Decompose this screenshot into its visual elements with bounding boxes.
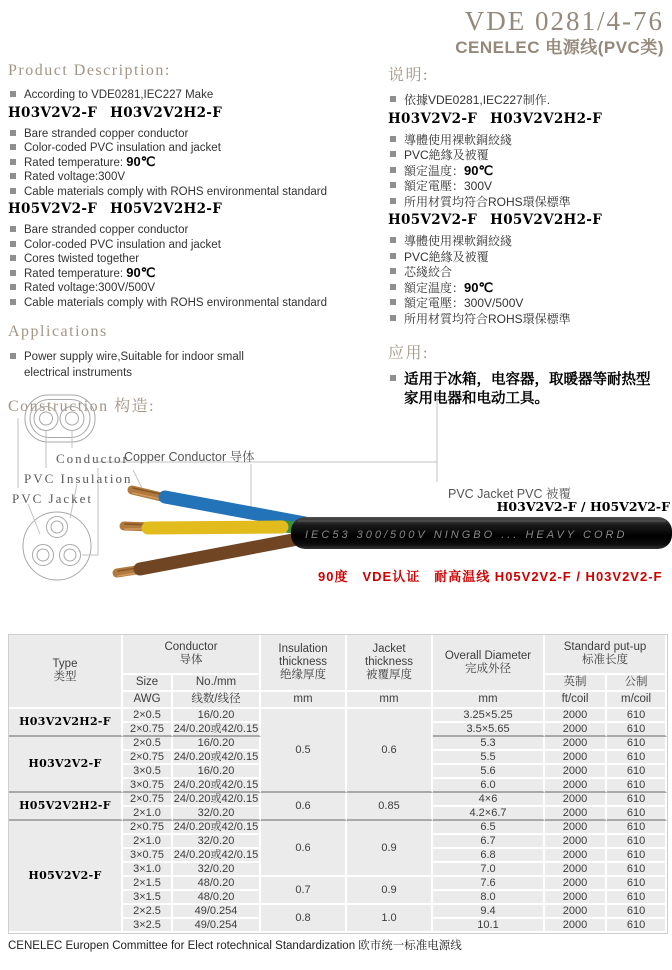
col-header-putup-cn: 标准长度 [582,654,628,666]
cell-size: 2×2.5 [123,905,173,919]
col-header-type-cn: 类型 [53,671,77,683]
cell-od: 4×6 [433,793,545,807]
col-header-metric: 公制 [607,675,667,692]
list-item [388,295,670,311]
wire-blue [165,497,305,523]
col-header-insulation [261,635,347,692]
model-heading-h05: H05V2V2-F H05V2V2H2-F [8,201,223,217]
cell-no: 16/0.20 [173,709,261,723]
cell-od: 3.25×5.25 [433,709,545,723]
cell-jkt: 0.9 [347,821,433,877]
cell-size: 3×1.5 [123,891,173,905]
col-header-imperial: 英制 [545,675,607,692]
cell-ins: 0.5 [261,709,347,793]
cell-od: 3.5×5.65 [433,723,545,737]
list-item [8,237,386,252]
cell-m: 610 [607,765,667,779]
cell-ft: 2000 [545,919,607,933]
bullet-square-icon [10,91,16,97]
table-row [9,709,667,723]
bullet-square-icon [10,173,16,179]
bullet-square-icon [390,375,396,381]
bullet-square-icon [10,299,16,305]
col-header-no: No./mm [173,675,261,692]
list-item [388,194,670,210]
cable-jacket-highlight [298,520,666,522]
cell-ft: 2000 [545,765,607,779]
cell-jkt: 0.9 [347,877,433,905]
cell-m: 610 [607,919,667,933]
bullet-square-icon [390,268,396,274]
list-item [388,233,670,249]
bullet-square-icon [390,315,396,321]
list-item-text: Color-coded PVC insulation and jacket [24,238,221,251]
list-item [8,251,386,266]
cell-ft: 2000 [545,877,607,891]
bullet-square-icon [390,167,396,173]
cell-size: 2×0.75 [123,723,173,737]
cell-od: 8.0 [433,891,545,905]
cell-size: 2×1.0 [123,807,173,821]
list-item [8,266,386,281]
cell-od: 5.6 [433,765,545,779]
col-header-jkt-unit: mm [347,692,433,709]
list-item [8,295,386,310]
cell-type: H05V2V2-F [9,821,123,933]
spec-list-h05-cn [388,233,670,326]
list-item-text: Power supply wire,Suitable for indoor small electrical instruments [24,351,244,379]
cell-no: 16/0.20 [173,765,261,779]
cell-jkt: 0.6 [347,709,433,793]
model-heading-h03: H03V2V2-F H03V2V2H2-F [8,104,223,121]
col-header-putup [545,635,667,675]
cell-size: 2×0.5 [123,737,173,751]
cell-size: 2×1.5 [123,877,173,891]
bullet-square-icon [10,255,16,261]
cell-ft: 2000 [545,849,607,863]
cell-od: 7.6 [433,877,545,891]
col-header-jacket [347,635,433,692]
cell-od: 10.1 [433,919,545,933]
label-conductor: Conductor [56,451,129,466]
description-cn-section [388,62,670,411]
cell-ft: 2000 [545,723,607,737]
list-item [388,163,670,179]
list-item-text: Cores twisted together [24,253,140,265]
cell-ft: 2000 [545,891,607,905]
cell-no: 48/0.20 [173,877,261,891]
bullet-square-icon [390,96,396,102]
label-pvc-insulation: PVC Insulation [24,471,133,486]
col-header-jacket-cn: 被覆厚度 [366,669,412,681]
cell-size: 3×1.0 [123,863,173,877]
col-header-awg: AWG [123,692,173,709]
section-heading-product-description: Product Description: [8,62,171,79]
cell-m: 610 [607,877,667,891]
label-pvc-jacket-photo: PVC Jacket PVC 被覆 [448,487,571,501]
col-header-ins-unit: mm [261,692,347,709]
spec-list-h05 [8,222,386,309]
col-header-od-cn: 完成外径 [465,662,511,675]
list-item [8,169,386,184]
col-header-metric-unit: m/coil [607,692,667,709]
list-item-highlight: 90℃ [126,264,156,280]
list-item [388,264,670,280]
list-item-text: Color-coded PVC insulation and jacket [24,142,221,154]
col-header-insulation-cn: 绝缘厚度 [280,669,326,681]
table-footnote: CENELEC Europen Committee for Elect rotechnical Standardization 欧市统一标准电源线 [8,940,462,952]
cell-m: 610 [607,793,667,807]
col-header-size: Size [123,675,173,692]
list-item [8,222,386,237]
list-item-highlight: 90℃ [126,153,156,169]
section-heading-construction: Construction 构造: [8,398,156,415]
list-item [8,140,386,155]
table-row [9,793,667,807]
cell-od: 6.7 [433,835,545,849]
cell-m: 610 [607,863,667,877]
list-item-text: According to VDE0281,IEC227 Make [24,89,214,101]
cell-ins: 0.6 [261,821,347,877]
bullet-square-icon [390,151,396,157]
bullet-square-icon [10,188,16,194]
col-header-no-cn: 线数/线径 [173,692,261,709]
cell-no: 24/0.20或42/0.15 [173,751,261,765]
list-item-highlight: 90℃ [464,279,494,295]
product-description-section [8,62,386,416]
spec-table-body [9,709,667,933]
list-item-text: 額定温度： [404,163,465,178]
cell-size: 3×2.5 [123,919,173,933]
list-item [388,132,670,148]
figure-red-caption: 90度 VDE认证 耐高温线 H05V2V2-F / H03V2V2-F [318,569,663,584]
cell-no: 48/0.20 [173,891,261,905]
cell-m: 610 [607,821,667,835]
cell-no: 32/0.20 [173,835,261,849]
cross-section-2core [25,395,95,442]
cell-ins: 0.6 [261,793,347,821]
cell-od: 6.8 [433,849,545,863]
list-item-text: Rated temperature: [24,156,127,169]
col-header-od [433,635,545,692]
wire-brown [140,538,303,569]
cell-od: 6.0 [433,779,545,793]
spec-table-head [9,635,667,709]
bullet-square-icon [10,353,16,359]
cell-od: 5.3 [433,737,545,751]
cell-no: 49/0.254 [173,919,261,933]
cell-m: 610 [607,779,667,793]
spec-list-h03-cn [388,132,670,210]
cell-size: 2×0.75 [123,821,173,835]
cell-ins: 0.8 [261,905,347,933]
col-header-jacket-en: Jacket thickness [365,643,413,668]
bullet-square-icon [390,198,396,204]
model-heading-h05-cn: H05V2V2-F H05V2V2H2-F [388,212,603,228]
cell-type: H03V2V2H2-F [9,709,123,737]
list-item [388,147,670,163]
list-item [388,311,670,327]
col-header-type [9,635,123,709]
list-item-text: 額定電壓：300V/500V [404,296,524,310]
cell-no: 32/0.20 [173,863,261,877]
cell-size: 2×0.75 [123,793,173,807]
cell-no: 24/0.20或42/0.15 [173,723,261,737]
label-model-names: H03V2V2-F / H05V2V2-F [496,499,670,514]
bullet-square-icon [10,226,16,232]
bullet-square-icon [10,130,16,136]
cell-od: 4.2×6.7 [433,807,545,821]
list-item-text: Cable materials comply with ROHS environmental standard [24,296,327,309]
cell-ft: 2000 [545,709,607,723]
model-heading-h03-cn: H03V2V2-F H03V2V2H2-F [388,110,603,127]
cell-m: 610 [607,905,667,919]
cell-size: 2×0.5 [123,709,173,723]
intro-list [8,87,386,102]
cell-no: 24/0.20或42/0.15 [173,849,261,863]
bullet-square-icon [10,284,16,290]
cell-size: 3×0.5 [123,765,173,779]
cell-no: 16/0.20 [173,737,261,751]
cell-m: 610 [607,723,667,737]
cell-od: 9.4 [433,905,545,919]
cell-od: 7.0 [433,863,545,877]
section-heading-yingyong: 应用: [388,345,429,362]
cell-ft: 2000 [545,779,607,793]
cell-ft: 2000 [545,905,607,919]
list-item-text: 所用材質均符合ROHS環保標準 [404,194,571,209]
list-item [8,349,274,381]
list-item [8,280,386,295]
bullet-square-icon [10,144,16,150]
list-item-highlight: 90℃ [464,162,494,178]
table-row [9,821,667,835]
list-item-text: Cable materials comply with ROHS environmental standard [24,185,327,198]
bullet-square-icon [390,237,396,243]
list-item-text: 導體使用裸軟銅絞綫 [404,132,513,147]
list-item [8,87,386,102]
cell-ft: 2000 [545,807,607,821]
bullet-square-icon [10,270,16,276]
jacket-print: IEC53 300/500V NINGBO ... HEAVY CORD [305,529,628,541]
list-item-text: 芯綫絞合 [404,265,453,279]
cross-section-3core [23,512,91,580]
cell-ft: 2000 [545,737,607,751]
list-item-text: 所用材質均符合ROHS環保標準 [404,311,571,326]
spec-table [8,634,668,934]
applications-list [8,349,386,381]
cell-no: 24/0.20或42/0.15 [173,821,261,835]
list-item-text: 依據VDE0281,IEC227制作. [404,93,551,107]
bullet-square-icon [390,299,396,305]
cell-jkt: 0.85 [347,793,433,821]
col-header-type-en: Type [52,658,78,670]
cell-no: 49/0.254 [173,905,261,919]
col-header-od-unit: mm [433,692,545,709]
cell-ft: 2000 [545,821,607,835]
col-header-od-en: Overall Diameter [444,649,532,662]
col-header-conductor-en: Conductor [164,641,218,653]
cell-m: 610 [607,891,667,905]
list-item-text: Rated voltage:300V [24,171,126,183]
cell-m: 610 [607,835,667,849]
cell-size: 3×0.75 [123,849,173,863]
bullet-square-icon [390,253,396,259]
cell-ins: 0.7 [261,877,347,905]
list-item-text: Rated temperature: [24,267,127,280]
page-title: VDE 0281/4-76 [464,6,664,36]
list-item [8,184,386,199]
cell-no: 32/0.20 [173,807,261,821]
cell-ft: 2000 [545,751,607,765]
cell-ft: 2000 [545,835,607,849]
list-item-text: PVC絶緣及被覆 [404,148,489,162]
list-item [388,178,670,194]
cell-od: 5.5 [433,751,545,765]
cell-size: 3×0.75 [123,779,173,793]
cell-type: H05V2V2H2-F [9,793,123,821]
bullet-square-icon [390,182,396,188]
col-header-insulation-en: Insulation thickness [278,643,328,668]
list-item-text: Bare stranded copper conductor [24,127,189,140]
page-subtitle: CENELEC 电源线(PVC类) [455,38,664,57]
cell-m: 610 [607,709,667,723]
col-header-putup-en: Standard put-up [563,641,647,653]
list-item-text: 額定温度： [404,280,465,295]
list-item [388,92,670,108]
cell-type: H03V2V2-F [9,737,123,793]
list-item-text: 導體使用裸軟銅絞綫 [404,234,513,248]
cell-m: 610 [607,737,667,751]
bullet-square-icon [390,136,396,142]
cell-ft: 2000 [545,793,607,807]
cell-od: 6.5 [433,821,545,835]
intro-list-cn [388,92,670,108]
list-item-text: Rated voltage:300V/500V [24,282,156,294]
cell-m: 610 [607,807,667,821]
list-item-text: 額定電壓：300V [404,179,493,193]
cell-m: 610 [607,849,667,863]
col-header-conductor [123,635,261,675]
spec-list-h03 [8,126,386,199]
list-item [8,155,386,170]
wire-yellow [148,527,282,528]
doc-title [455,6,664,59]
bullet-square-icon [10,241,16,247]
section-heading-shuoming: 说明: [388,67,429,84]
list-item [388,280,670,296]
list-item [388,249,670,265]
list-item [8,126,386,141]
cell-jkt: 1.0 [347,905,433,933]
cell-size: 2×0.75 [123,751,173,765]
cell-ft: 2000 [545,863,607,877]
cell-no: 24/0.20或42/0.15 [173,779,261,793]
col-header-imperial-unit: ft/coil [545,692,607,709]
cell-no: 24/0.20或42/0.15 [173,793,261,807]
bullet-square-icon [390,284,396,290]
cell-size: 2×1.0 [123,835,173,849]
list-item-text: PVC絶緣及被覆 [404,249,489,264]
bullet-square-icon [10,159,16,165]
list-item-text: 适用于冰箱，电容器，取暖器等耐热型家用电器和电动工具。 [404,372,651,407]
label-copper-conductor: Copper Conductor 导体 [124,450,255,464]
col-header-conductor-cn: 导体 [179,654,203,666]
cell-m: 610 [607,751,667,765]
label-pvc-jacket: PVC Jacket [12,491,94,506]
list-item-text: Bare stranded copper conductor [24,224,189,236]
construction-figure [0,388,672,633]
section-heading-applications: Applications [8,323,108,340]
